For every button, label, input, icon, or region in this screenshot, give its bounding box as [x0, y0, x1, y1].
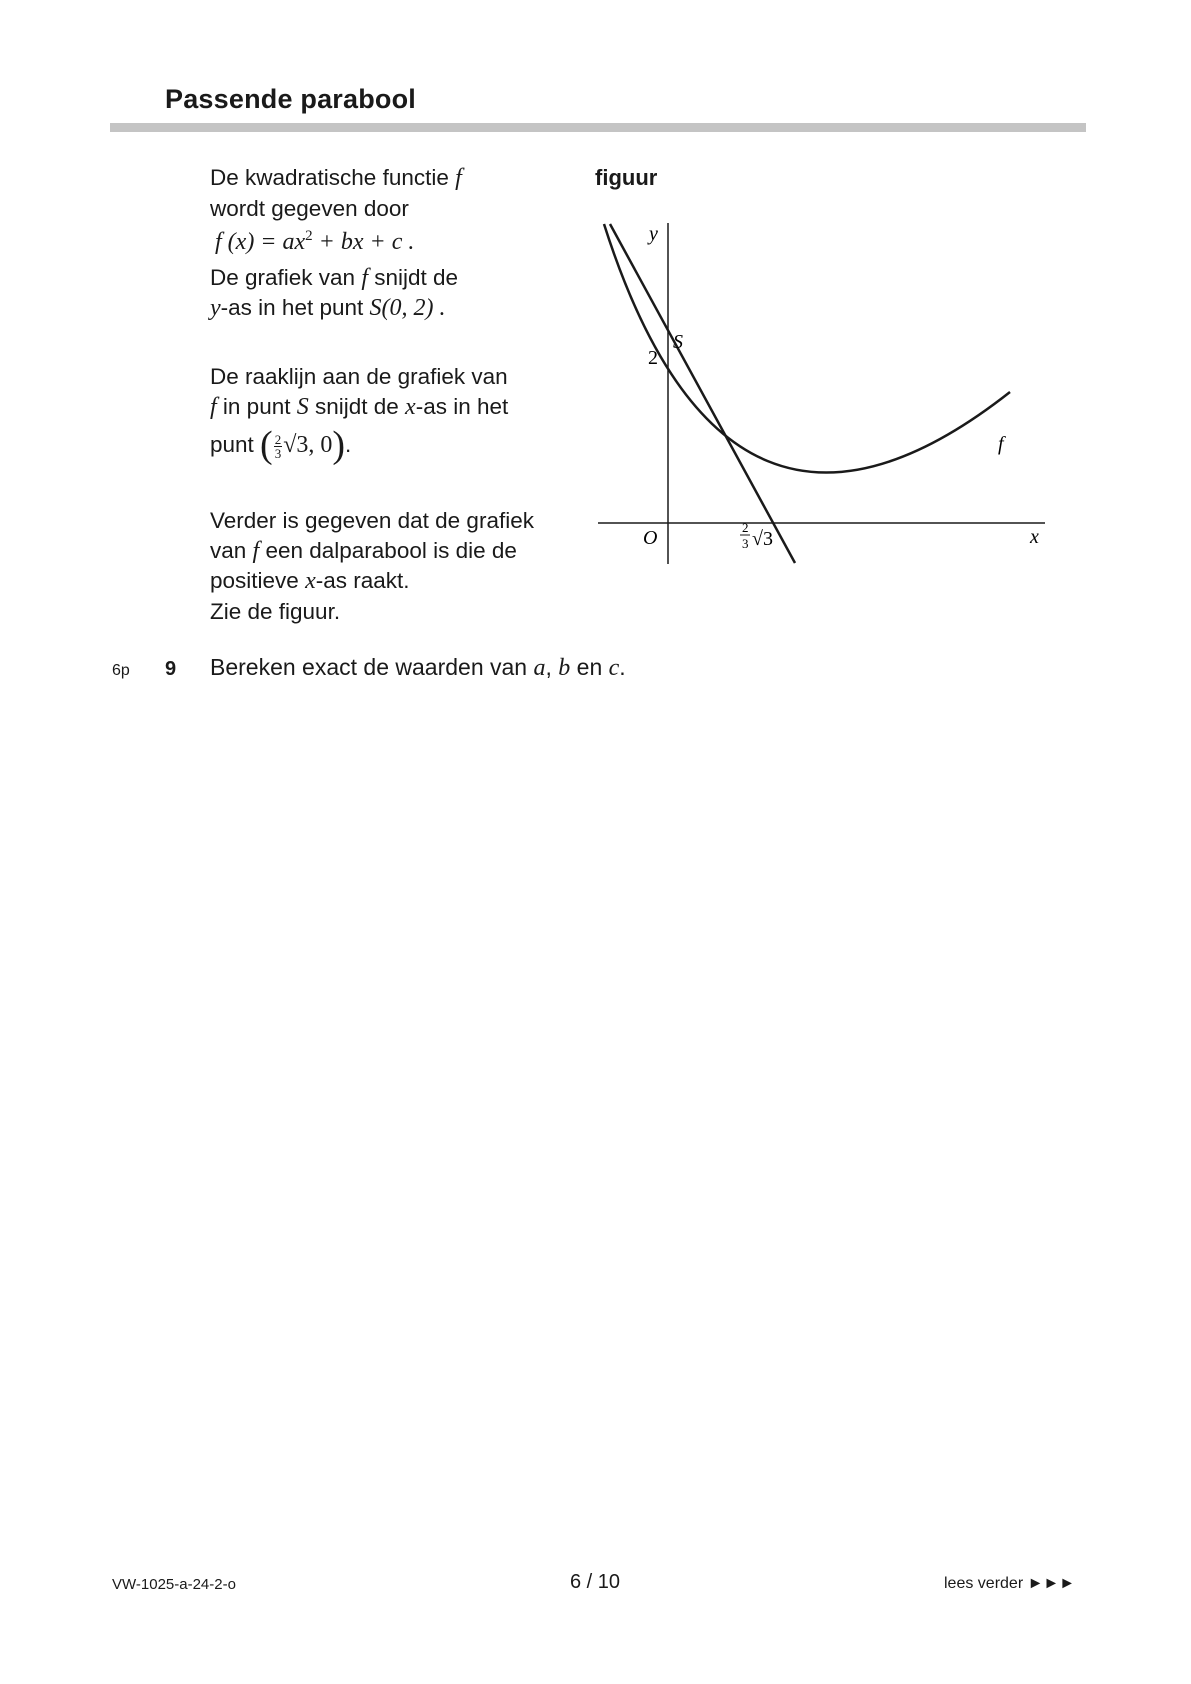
given-line-1: Verder is gegeven dat de grafiek [210, 508, 534, 533]
figure [590, 210, 1070, 585]
given-line-2: van f een dalparabool is die de [210, 538, 517, 564]
question-text: Bereken exact de waarden van a, b en c. [210, 654, 626, 681]
y-axis-label: y [649, 223, 658, 245]
fraction-two-thirds: $\frac{2}{3}$ [274, 431, 282, 461]
question-points: 6p [112, 662, 130, 679]
parabola-curve [604, 224, 1010, 473]
tangent-line [610, 224, 795, 563]
footer-exam-code: VW-1025-a-24-2-o [112, 1576, 236, 1593]
figure-svg [590, 210, 1070, 580]
given-line-4: Zie de figuur. [210, 599, 341, 624]
point-s-label: S [673, 331, 683, 353]
footer-continue: lees verder ►►► [944, 1575, 1076, 1592]
x-mark-numerator: 2 [742, 520, 749, 535]
curve-f-label: f [998, 433, 1004, 455]
formula: f $(x) = ax^2$ + bx + c . [215, 228, 415, 255]
intro-line-2: wordt gegeven door [210, 196, 409, 221]
x-mark-root: √3 [752, 528, 773, 550]
section-title: Passende parabool [165, 84, 416, 114]
x-axis-label: x [1030, 526, 1039, 548]
figure-label: figuur [595, 165, 658, 190]
tangent-line-3: punt ( $\frac{2}{3}$ √3, 0). [210, 424, 352, 466]
origin-label: O [643, 527, 658, 549]
intro-line-1: De kwadratische functie f [210, 165, 462, 191]
title-divider [110, 123, 1086, 132]
tangent-line-1: De raaklijn aan de grafiek van [210, 364, 508, 389]
intro-line-4: De grafiek van f snijdt de [210, 265, 459, 291]
tangent-line-2: f in punt S snijdt de x-as in het [210, 394, 509, 420]
question-number: 9 [165, 658, 177, 680]
footer-page-number: 6 / 10 [570, 1571, 621, 1593]
x-mark-denominator: 3 [742, 536, 749, 551]
intro-line-5: y-as in het punt S(0, 2) . [210, 295, 446, 321]
given-line-3: positieve x-as raakt. [210, 568, 410, 594]
y-tick-label: 2 [648, 347, 658, 369]
